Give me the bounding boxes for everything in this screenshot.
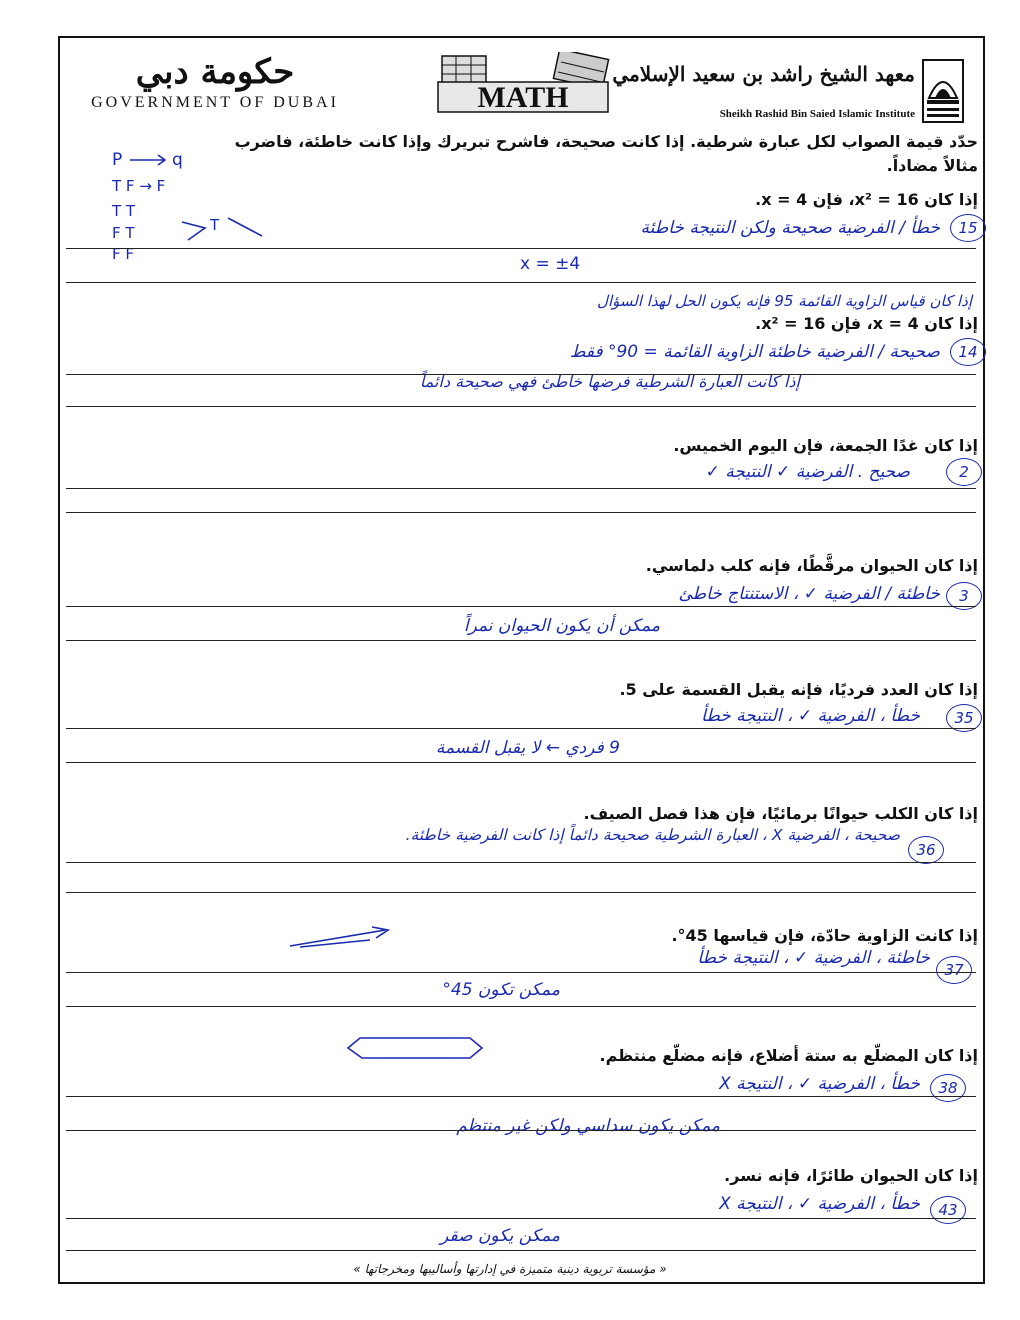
question-number: 35 (946, 704, 982, 732)
instructions: حدّد قيمة الصواب لكل عبارة شرطية. إذا كانت صحيحة، فاشرح تبريرك وإذا كانت خاطئة، فاضرب مثالاً مضاداً. (234, 132, 978, 175)
handwritten-answer: خطأ / الفرضية صحيحة ولكن النتيجة خاطئة (640, 218, 940, 238)
handwritten-answer: صحيحة ، الفرضية X ، العبارة الشرطية صحيحة دائماً إذا كانت الفرضية خاطئة. (405, 826, 900, 844)
question-text: إذا كانت الزاوية حادّة، فإن قياسها 45°. (671, 926, 978, 945)
truth-table-result: T (210, 216, 220, 234)
handwritten-note: x = ±4 (520, 254, 581, 274)
question-text: إذا كان x² = 16، فإن x = 4. (755, 190, 978, 209)
question-number: 37 (936, 956, 972, 984)
truth-table-row: F F (112, 245, 135, 263)
arrow-icon (130, 155, 165, 165)
question-text: إذا كان الحيوان مرقَّطًا، فإنه كلب دلماسي. (645, 556, 978, 575)
handwritten-answer: صحيحة / الفرضية خاطئة الزاوية القائمة = 90° فقط (569, 342, 940, 362)
question-number: 2 (946, 458, 982, 486)
acute-angle-drawing (290, 927, 388, 947)
question-text: إذا كان المضلّع به ستة أضلاع، فإنه مضلّع منتظم. (599, 1046, 978, 1065)
question-text: إذا كان العدد فرديًا، فإنه يقبل القسمة على 5. (619, 680, 978, 699)
handwritten-answer: خطأ ، الفرضية ✓ ، النتيجة خطأ (701, 706, 920, 726)
truth-table-row: T F → F (112, 177, 166, 195)
bracket-arrow-icon (182, 222, 205, 240)
slash-mark (228, 218, 262, 236)
question-number: 3 (946, 582, 982, 610)
handwritten-note: ممكن تكون 45° (442, 980, 560, 1000)
handwritten-answer: خطأ ، الفرضية ✓ ، النتيجة X (719, 1194, 920, 1214)
institute-arabic-name: معهد الشيخ راشد بن سعيد الإسلامي (612, 62, 915, 86)
handwritten-note: إذا كان قياس الزاوية القائمة 95 فإنه يكون الحل لهذا السؤال (597, 292, 972, 310)
hexagon-drawing (348, 1038, 482, 1058)
footer-motto: « مؤسسة تربوية دينية متميزة في إدارتها وأساليبها ومخرجاتها » (353, 1262, 667, 1276)
handwritten-answer: خاطئة ، الفرضية ✓ ، النتيجة خطأ (697, 948, 930, 968)
handwritten-note: ممكن يكون سداسي ولكن غير منتظم (456, 1116, 720, 1136)
institute-english-name: Sheikh Rashid Bin Saied Islamic Institute (719, 108, 915, 120)
handwritten-note: إذا كانت العبارة الشرطية فرضها خاطئ فهي صحيحة دائماً (419, 372, 800, 391)
handwritten-answer: خاطئة / الفرضية ✓ ، الاستنتاج خاطئ (678, 584, 940, 604)
question-number: 15 (950, 214, 986, 242)
question-number: 43 (930, 1196, 966, 1224)
truth-table-row: T T (112, 202, 136, 220)
question-number: 14 (950, 338, 986, 366)
gov-arabic-text: حكومة دبي (135, 52, 295, 92)
question-text: إذا كان الكلب حيوانًا برمائيًا، فإن هذا فصل الصيف. (583, 804, 978, 823)
question-number: 38 (930, 1074, 966, 1102)
handwritten-note: ممكن أن يكون الحيوان نمراً (463, 616, 660, 636)
question-text: إذا كان الحيوان طائرًا، فإنه نسر. (724, 1166, 978, 1185)
handwritten-note: ممكن يكون صقر (440, 1226, 560, 1246)
question-text: إذا كان غدًا الجمعة، فإن اليوم الخميس. (673, 436, 978, 455)
question-text: إذا كان x = 4، فإن x² = 16. (755, 314, 978, 333)
gov-english-text: GOVERNMENT OF DUBAI (91, 94, 339, 111)
handwritten-note: 9 فردي ← لا يقبل القسمة (435, 738, 620, 758)
question-number: 36 (908, 836, 944, 864)
truth-table-q-label: q (172, 150, 183, 170)
truth-table-row: F T (112, 224, 135, 242)
truth-table-p-label: P (112, 150, 123, 170)
math-logo-text: MATH (477, 81, 569, 114)
handwritten-answer: خطأ ، الفرضية ✓ ، النتيجة X (719, 1074, 920, 1094)
handwritten-answer: صحيح . الفرضية ✓ النتيجة ✓ (705, 462, 910, 482)
